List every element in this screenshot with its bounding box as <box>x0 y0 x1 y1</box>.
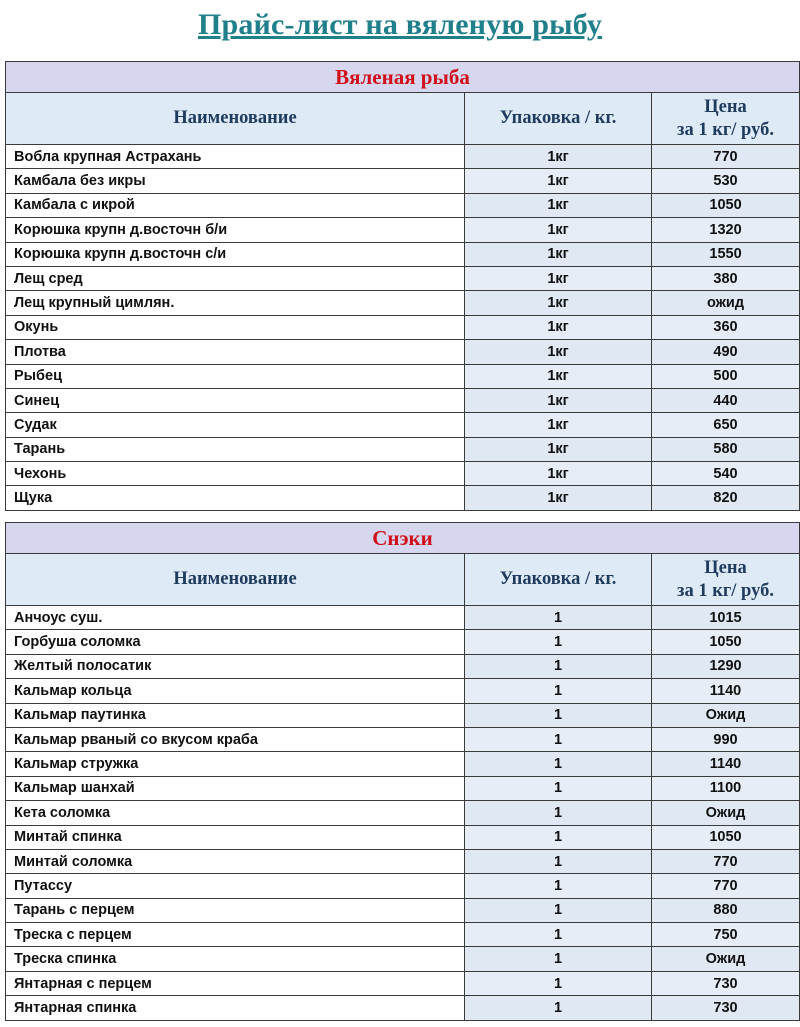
table-row <box>6 776 800 800</box>
item-name-cell: Желтый полосатик <box>6 654 465 678</box>
item-price-cell: 990 <box>652 727 800 751</box>
item-price-cell: 1290 <box>652 654 800 678</box>
table-row <box>6 801 800 825</box>
item-pack-cell: 1кг <box>465 437 652 461</box>
item-name-cell: Кальмар шанхай <box>6 776 465 800</box>
item-price-cell: 500 <box>652 364 800 388</box>
table-row <box>6 315 800 339</box>
item-pack-cell: 1 <box>465 630 652 654</box>
item-name-cell: Чехонь <box>6 462 465 486</box>
item-pack-cell: 1 <box>465 752 652 776</box>
item-pack-cell: 1кг <box>465 413 652 437</box>
item-name-cell: Синец <box>6 388 465 412</box>
table-row <box>6 242 800 266</box>
item-name-cell: Тарань с перцем <box>6 898 465 922</box>
table-row <box>6 947 800 971</box>
item-pack-cell: 1 <box>465 874 652 898</box>
item-name-cell: Янтарная спинка <box>6 996 465 1020</box>
item-name-cell: Вобла крупная Астрахань <box>6 145 465 169</box>
item-name-cell: Щука <box>6 486 465 510</box>
table-body <box>6 606 800 1021</box>
item-name-cell: Минтай спинка <box>6 825 465 849</box>
table-row <box>6 874 800 898</box>
item-price-cell: 730 <box>652 996 800 1020</box>
item-name-cell: Кальмар паутинка <box>6 703 465 727</box>
item-name-cell: Плотва <box>6 340 465 364</box>
item-pack-cell: 1кг <box>465 218 652 242</box>
item-name-cell: Рыбец <box>6 364 465 388</box>
item-pack-cell: 1 <box>465 606 652 630</box>
section-header-row <box>6 523 800 554</box>
section-title: Снэки <box>6 523 800 554</box>
item-name-cell: Горбуша соломка <box>6 630 465 654</box>
table-row <box>6 437 800 461</box>
item-price-cell: 730 <box>652 971 800 995</box>
item-pack-cell: 1кг <box>465 193 652 217</box>
table-row <box>6 388 800 412</box>
item-price-cell: 770 <box>652 145 800 169</box>
item-name-cell: Окунь <box>6 315 465 339</box>
column-header-name: Наименование <box>6 554 465 606</box>
table-row <box>6 606 800 630</box>
table-row <box>6 849 800 873</box>
table-row <box>6 364 800 388</box>
table-row <box>6 169 800 193</box>
item-price-cell: 880 <box>652 898 800 922</box>
item-price-cell: 1050 <box>652 193 800 217</box>
item-price-cell: 770 <box>652 849 800 873</box>
item-pack-cell: 1кг <box>465 266 652 290</box>
table-row <box>6 218 800 242</box>
item-price-cell: 540 <box>652 462 800 486</box>
table-row <box>6 340 800 364</box>
item-pack-cell: 1 <box>465 654 652 678</box>
item-name-cell: Корюшка крупн д.восточн б/и <box>6 218 465 242</box>
table-row <box>6 291 800 315</box>
table-row <box>6 654 800 678</box>
item-price-cell: 440 <box>652 388 800 412</box>
column-header-price <box>652 554 800 606</box>
item-pack-cell: 1 <box>465 776 652 800</box>
price-table-snacks <box>5 522 800 1021</box>
item-name-cell: Янтарная с перцем <box>6 971 465 995</box>
column-header-row <box>6 93 800 145</box>
item-price-cell: Ожид <box>652 801 800 825</box>
item-price-cell: Ожид <box>652 703 800 727</box>
item-pack-cell: 1 <box>465 703 652 727</box>
item-pack-cell: 1кг <box>465 315 652 339</box>
item-price-cell: 490 <box>652 340 800 364</box>
table-row <box>6 923 800 947</box>
table-row <box>6 996 800 1020</box>
table-row <box>6 413 800 437</box>
item-price-cell: 1140 <box>652 679 800 703</box>
item-price-cell: 580 <box>652 437 800 461</box>
table-row <box>6 825 800 849</box>
item-pack-cell: 1 <box>465 727 652 751</box>
item-name-cell: Камбала без икры <box>6 169 465 193</box>
column-header-name: Наименование <box>6 93 465 145</box>
item-price-cell: 1550 <box>652 242 800 266</box>
item-pack-cell: 1кг <box>465 462 652 486</box>
table-row <box>6 703 800 727</box>
item-pack-cell: 1кг <box>465 364 652 388</box>
price-header-line1: Цена <box>704 557 747 578</box>
table-row <box>6 752 800 776</box>
item-pack-cell: 1 <box>465 996 652 1020</box>
price-header-line2: за 1 кг/ руб. <box>677 580 774 601</box>
item-name-cell: Камбала с икрой <box>6 193 465 217</box>
item-name-cell: Анчоус суш. <box>6 606 465 630</box>
table-row <box>6 898 800 922</box>
item-name-cell: Судак <box>6 413 465 437</box>
table-row <box>6 193 800 217</box>
item-pack-cell: 1 <box>465 679 652 703</box>
item-pack-cell: 1кг <box>465 340 652 364</box>
item-pack-cell: 1 <box>465 801 652 825</box>
table-row <box>6 679 800 703</box>
column-header-pack: Упаковка / кг. <box>465 93 652 145</box>
item-price-cell: 820 <box>652 486 800 510</box>
item-name-cell: Лещ сред <box>6 266 465 290</box>
table-row <box>6 486 800 510</box>
item-price-cell: 1015 <box>652 606 800 630</box>
table-row <box>6 727 800 751</box>
item-pack-cell: 1кг <box>465 486 652 510</box>
price-header-line1: Цена <box>704 96 747 117</box>
item-name-cell: Минтай соломка <box>6 849 465 873</box>
item-price-cell: 1050 <box>652 825 800 849</box>
item-name-cell: Кальмар кольца <box>6 679 465 703</box>
price-header-line2: за 1 кг/ руб. <box>677 119 774 140</box>
item-price-cell: 650 <box>652 413 800 437</box>
table-row <box>6 971 800 995</box>
item-price-cell: 360 <box>652 315 800 339</box>
item-price-cell: 380 <box>652 266 800 290</box>
item-name-cell: Кальмар рваный со вкусом краба <box>6 727 465 751</box>
table-row <box>6 630 800 654</box>
item-pack-cell: 1 <box>465 947 652 971</box>
column-header-row <box>6 554 800 606</box>
item-pack-cell: 1 <box>465 849 652 873</box>
item-pack-cell: 1 <box>465 971 652 995</box>
page-title: Прайс-лист на вяленую рыбу <box>197 8 603 41</box>
item-pack-cell: 1кг <box>465 291 652 315</box>
item-price-cell: 1050 <box>652 630 800 654</box>
item-name-cell: Путассу <box>6 874 465 898</box>
section-header-row <box>6 62 800 93</box>
table-row <box>6 145 800 169</box>
table-body <box>6 145 800 511</box>
item-name-cell: Лещ крупный цимлян. <box>6 291 465 315</box>
item-price-cell: 1100 <box>652 776 800 800</box>
item-price-cell: 1140 <box>652 752 800 776</box>
column-header-pack: Упаковка / кг. <box>465 554 652 606</box>
item-price-cell: 770 <box>652 874 800 898</box>
item-name-cell: Кета соломка <box>6 801 465 825</box>
item-name-cell: Кальмар стружка <box>6 752 465 776</box>
item-name-cell: Треска с перцем <box>6 923 465 947</box>
item-pack-cell: 1кг <box>465 242 652 266</box>
table-row <box>6 462 800 486</box>
section-title: Вяленая рыба <box>6 62 800 93</box>
item-price-cell: 1320 <box>652 218 800 242</box>
price-table-dried-fish <box>5 61 800 511</box>
item-pack-cell: 1кг <box>465 145 652 169</box>
item-price-cell: 750 <box>652 923 800 947</box>
item-price-cell: 530 <box>652 169 800 193</box>
item-price-cell: ожид <box>652 291 800 315</box>
column-header-price <box>652 93 800 145</box>
item-pack-cell: 1кг <box>465 388 652 412</box>
table-row <box>6 266 800 290</box>
item-pack-cell: 1кг <box>465 169 652 193</box>
item-pack-cell: 1 <box>465 923 652 947</box>
item-name-cell: Треска спинка <box>6 947 465 971</box>
item-price-cell: Ожид <box>652 947 800 971</box>
item-name-cell: Корюшка крупн д.восточн с/и <box>6 242 465 266</box>
item-pack-cell: 1 <box>465 825 652 849</box>
item-pack-cell: 1 <box>465 898 652 922</box>
item-name-cell: Тарань <box>6 437 465 461</box>
